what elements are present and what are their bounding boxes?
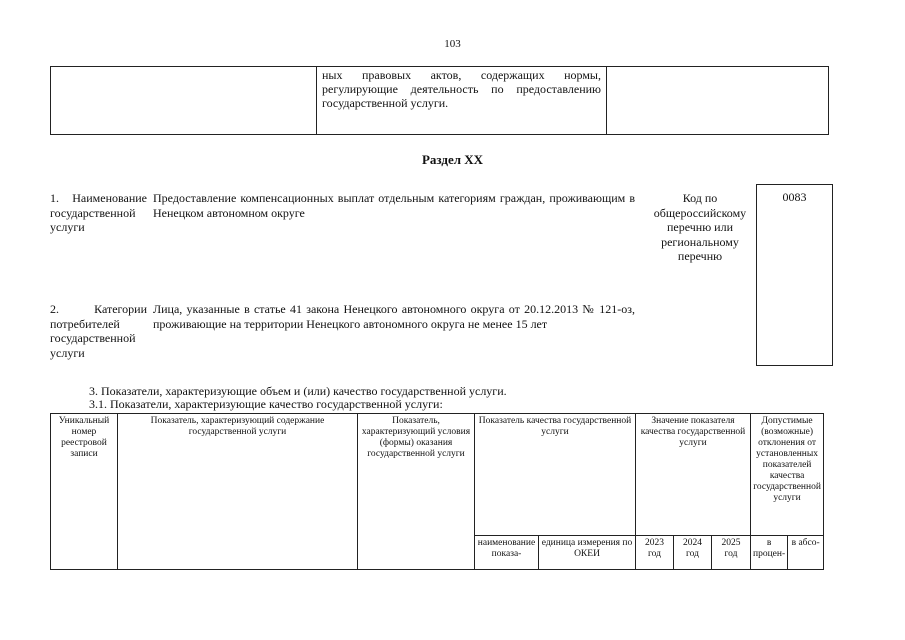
subheader-year-2024: 2024 год — [674, 536, 712, 570]
service-name-value: Предоставление компенсационных выплат отдельным категориям граждан, проживающим в Ненецком автономном округе — [153, 191, 635, 220]
consumers-value: Лица, указанные в статье 41 закона Ненецкого автономного округа от 20.12.2013 № 121-оз, проживающие на территории Ненецкого автономного округа не менее 15 лет — [153, 302, 635, 331]
subheader-in-percent: в процен- — [751, 536, 788, 570]
header-unique-number: Уникальный номер реестровой записи — [51, 414, 118, 570]
continuation-table — [50, 66, 829, 135]
page-number: 103 — [444, 38, 461, 50]
header-conditions-indicator: Показатель, характеризующий условия (формы) оказания государственной услуги — [358, 414, 475, 570]
subheader-year-2023: 2023 год — [636, 536, 674, 570]
subheader-in-absolute: в абсо- — [788, 536, 824, 570]
service-name-label: 1. Наименование государственной услуги — [50, 191, 147, 234]
header-indicator-value: Значение показателя качества государственной услуги — [636, 414, 751, 536]
subheader-year-2025: 2025 год — [712, 536, 751, 570]
continuation-cell-left — [51, 67, 317, 135]
header-quality-indicator: Показатель качества государственной услуги — [475, 414, 636, 536]
quality-indicators-table — [50, 413, 824, 570]
continuation-cell-middle: ных правовых актов, содержащих нормы, регулирующие деятельность по предоставлению государственной услуги. — [317, 67, 607, 135]
continuation-cell-right — [607, 67, 829, 135]
code-value: 0083 — [782, 190, 807, 204]
code-label: Код по общероссийскому перечню или региональному перечню — [653, 191, 747, 263]
quality-indicators-heading: 3.1. Показатели, характеризующие качество государственной услуги: — [89, 397, 443, 411]
consumers-label: 2. Категории потребителей государственной услуги — [50, 302, 147, 360]
section-title: Раздел XX — [421, 152, 484, 167]
code-box — [756, 184, 833, 366]
header-content-indicator: Показатель, характеризующий содержание государственной услуги — [118, 414, 358, 570]
header-allowed-deviation: Допустимые (возможные) отклонения от установленных показателей качества государственной услуги — [751, 414, 824, 536]
subheader-indicator-name: наименование показа- — [475, 536, 539, 570]
indicators-heading: 3. Показатели, характеризующие объем и (или) качество государственной услуги. — [89, 384, 507, 398]
subheader-unit-okei: единица измерения по ОКЕИ — [539, 536, 636, 570]
